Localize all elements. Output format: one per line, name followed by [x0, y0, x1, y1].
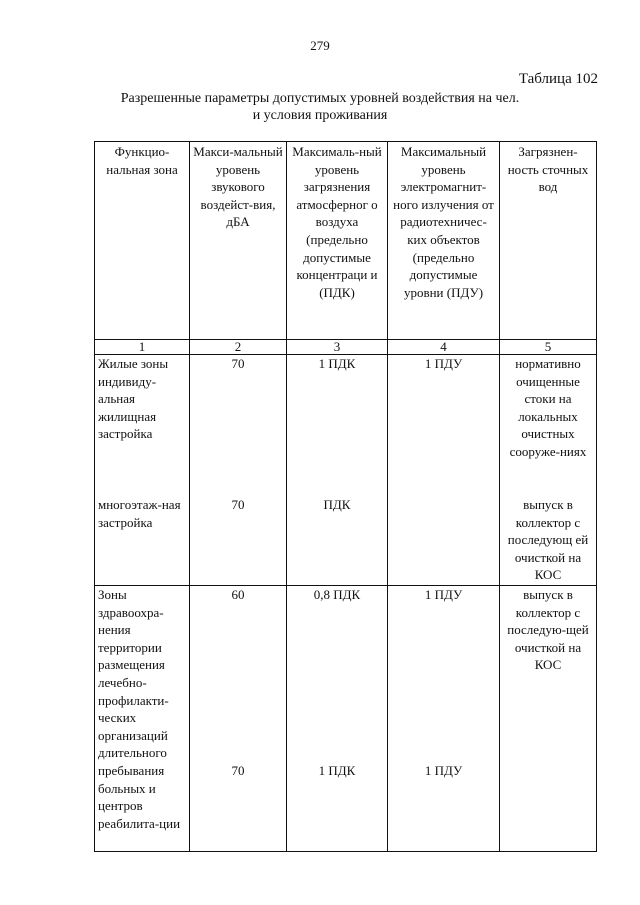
water-value: нормативно очищенные стоки на локальных очистных сооруже-ниях — [509, 356, 587, 459]
noise-value: 70 — [231, 763, 245, 778]
table-row — [95, 586, 597, 852]
zone-multistorey: многоэтаж-ная застройка — [98, 497, 181, 530]
column-number-row — [95, 340, 597, 355]
zone-cell — [95, 355, 190, 586]
column-number: 3 — [287, 340, 388, 355]
air-value: 1 ПДК — [318, 763, 356, 778]
air-value: 1 ПДК — [318, 356, 356, 371]
table-label: Таблица 102 — [518, 71, 598, 87]
header-water: Загрязнен-ность сточных вод — [500, 142, 597, 340]
water-cell — [500, 355, 597, 586]
column-number: 1 — [95, 340, 190, 355]
column-number: 4 — [388, 340, 500, 355]
zone-healthcare: Зоны здравоохра-нения территории размещения лечебно-профилакти-ческих организаций длительного пребывания больных и центров реабилита-ции — [95, 586, 190, 852]
header-emr: Максимальный уровень электромагнит-ного излучения от радиотехничес-ких объектов (предельно допустимые уровни (ПДУ) — [388, 142, 500, 340]
header-air: Максималь-ный уровень загрязнения атмосферног о воздуха (предельно допустимые концентраци и (ПДК) — [287, 142, 388, 340]
air-cell — [287, 586, 388, 852]
air-value: 0,8 ПДК — [313, 587, 361, 602]
zone-residential: Жилые зоны индивиду-альная жилищная застройка — [98, 356, 169, 442]
emr-cell — [388, 586, 500, 852]
noise-value: 70 — [231, 497, 245, 512]
emr-value: 1 ПДУ — [424, 587, 463, 602]
parameters-table — [94, 141, 597, 852]
header-zone: Функцио-нальная зона — [95, 142, 190, 340]
column-number: 5 — [500, 340, 597, 355]
noise-value: 60 — [231, 587, 245, 602]
table-title: Разрешенные параметры допустимых уровней воздействия на чел. и условия проживания — [120, 91, 520, 123]
air-value: ПДК — [323, 497, 351, 512]
emr-cell — [388, 355, 500, 586]
water-value: выпуск в коллектор с последую-щей очисткой на КОС — [500, 586, 597, 852]
page-number: 279 — [310, 38, 330, 53]
emr-value: 1 ПДУ — [424, 356, 463, 371]
air-cell — [287, 355, 388, 586]
header-noise: Макси-мальный уровень звукового воздейст-вия, дБА — [190, 142, 287, 340]
table-row — [95, 355, 597, 586]
emr-value: 1 ПДУ — [424, 763, 463, 778]
noise-cell — [190, 586, 287, 852]
water-value: выпуск в коллектор с последующ ей очисткой на КОС — [507, 497, 589, 583]
noise-cell — [190, 355, 287, 586]
column-number: 2 — [190, 340, 287, 355]
noise-value: 70 — [231, 356, 245, 371]
table-header-row — [95, 142, 597, 340]
